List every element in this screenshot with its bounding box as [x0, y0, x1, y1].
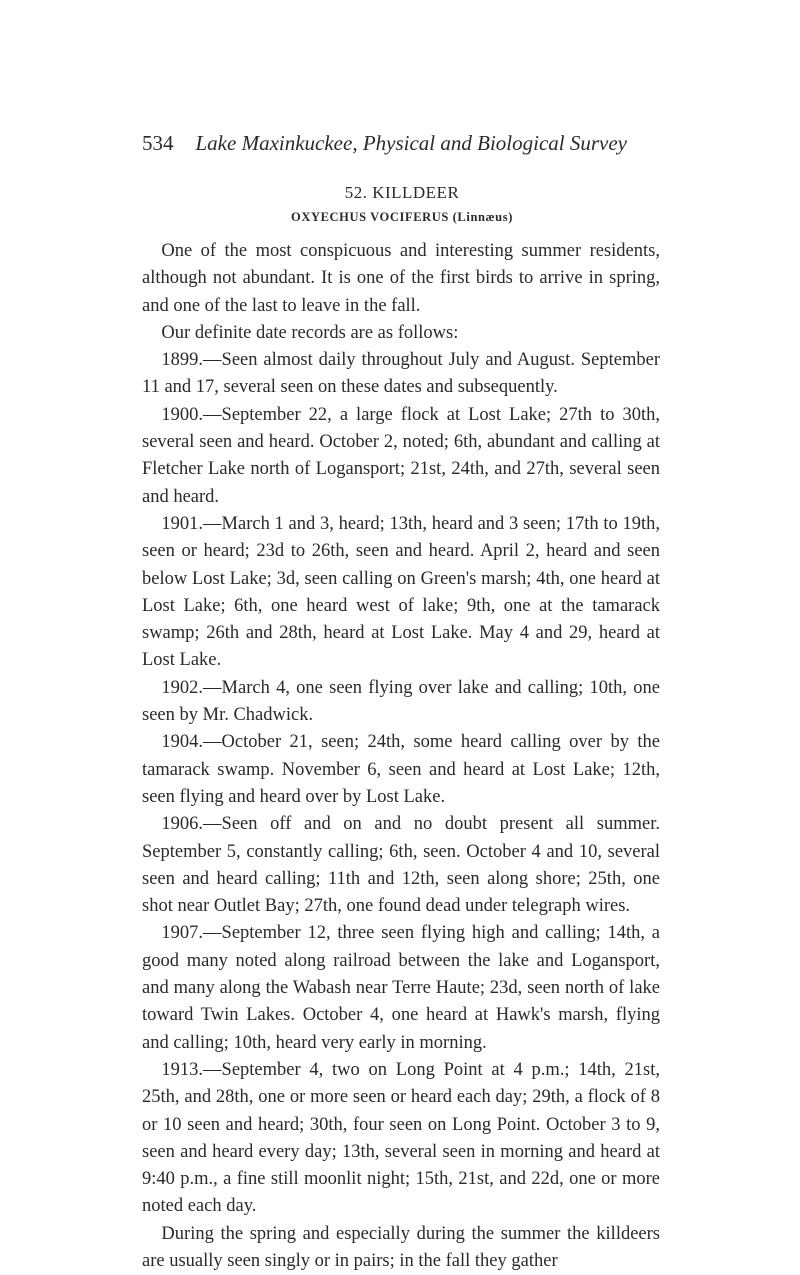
paragraph-1899: 1899.—Seen almost daily throughout July and August. September 11 and 17, several seen on these dates and subsequently.	[142, 350, 660, 398]
running-title: Lake Maxinkuckee, Physical and Biological Survey	[195, 131, 628, 155]
paragraph-closing: During the spring and especially during the summer the killdeers are usually seen singly or in pairs; in the fall they gather	[142, 1223, 660, 1271]
paragraph-1907: 1907.—September 12, three seen flying high and calling; 14th, a good many noted along railroad between the lake and Logansport, and many along the Wabash near Terre Haute; 23d, seen north of lake toward Twin Lakes. October 4, one heard at Hawk's marsh, flying and calling; 10th, heard very early in morning.	[142, 923, 660, 1053]
body-text	[142, 238, 660, 1275]
paragraph-1904: 1904.—October 21, seen; 24th, some heard calling over by the tamarack swamp. November 6, seen and heard at Lost Lake; 12th, seen flying and heard over by Lost Lake.	[142, 732, 660, 807]
paragraph-1906: 1906.—Seen off and on and no doubt present all summer. September 5, constantly calling; 6th, seen. October 4 and 10, several seen and heard calling; 11th and 12th, seen along shore; 25th, one shot near Outlet Bay; 27th, one found dead under telegraph wires.	[142, 814, 660, 917]
paragraph-1901: 1901.—March 1 and 3, heard; 13th, heard and 3 seen; 17th to 19th, seen or heard; 23d to 26th, seen and heard. April 2, heard and seen below Lost Lake; 3d, seen calling on Green's marsh; 4th, one heard at Lost Lake; 6th, one heard west of lake; 9th, one at the tamarack swamp; 26th and 28th, heard at Lost Lake. May 4 and 29, heard at Lost Lake.	[142, 513, 660, 671]
paragraph-records-lead: Our definite date records are as follows:	[161, 322, 459, 343]
paragraph-1902: 1902.—March 4, one seen flying over lake and calling; 10th, one seen by Mr. Chadwick.	[142, 677, 660, 726]
paragraph-1900: 1900.—September 22, a large flock at Lost Lake; 27th to 30th, several seen and heard. October 2, noted; 6th, abundant and calling at Fletcher Lake north of Logansport; 21st, 24th, and 27th, several seen and heard.	[142, 404, 660, 507]
page-number: 534	[142, 131, 174, 155]
paragraph-intro: One of the most conspicuous and interesting summer residents, although not abundant. It is one of the first birds to arrive in spring, and one of the last to leave in the fall.	[142, 241, 660, 316]
paragraph-1913: 1913.—September 4, two on Long Point at 4 p.m.; 14th, 21st, 25th, and 28th, one or more seen or heard each day; 29th, a flock of 8 or 10 seen and heard; 30th, four seen on Long Point. October 3 to 9, seen and heard every day; 13th, several seen in morning and heard at 9:40 p.m., a fine still moonlit night; 15th, 21st, and 22d, one or more noted each day.	[142, 1059, 660, 1217]
running-head	[142, 131, 662, 156]
section-title: 52. KILLDEER	[344, 183, 460, 202]
section-subtitle: OXYECHUS VOCIFERUS (Linnæus)	[291, 210, 513, 224]
